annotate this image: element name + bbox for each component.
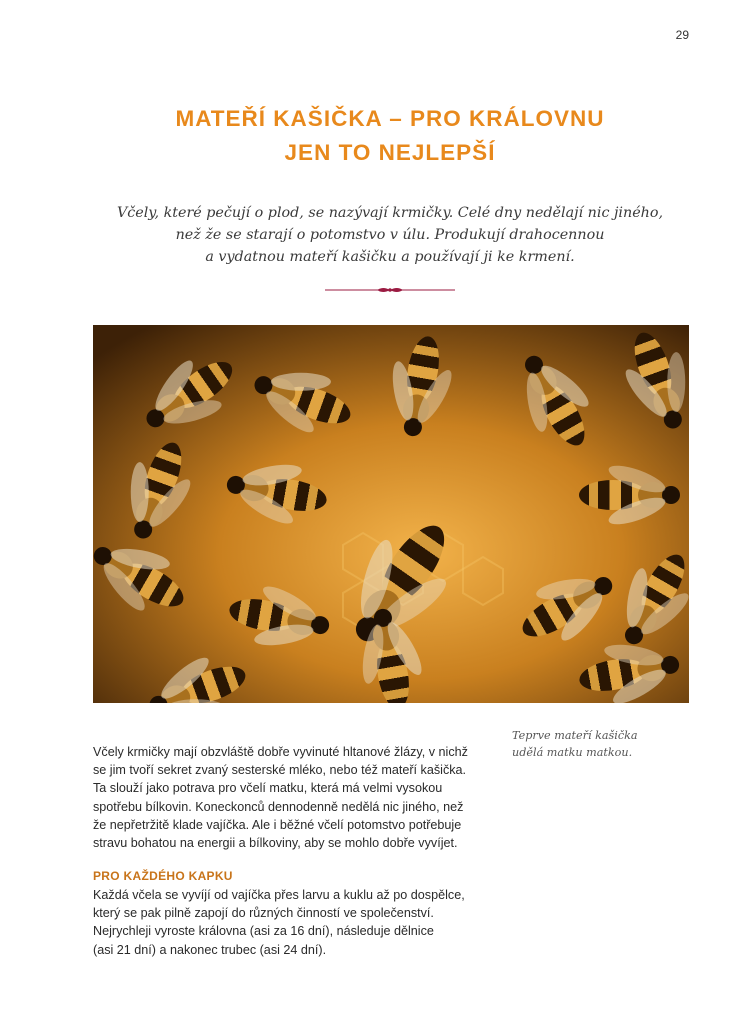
paragraph-line: spotřebu bílkovin. Koneckonců dennodenně nedělá nic jiného, než [93,799,464,814]
title-line-1: MATEŘÍ KAŠIČKA – PRO KRÁLOVNU [175,106,605,131]
paragraph-line: stravu bohatou na energii a bílkoviny, aby se mohlo dobře vyvíjet. [93,836,458,851]
honeybees-on-comb-photo-icon [93,325,689,703]
body-paragraph-2 [93,886,493,959]
intro-line-2: než že se starají o potomstvo v úlu. Produkují drahocennou [175,227,605,243]
page-number: 29 [675,28,689,42]
section-subheading: PRO KAŽDÉHO KAPKU [93,869,233,883]
intro-paragraph [95,202,685,268]
paragraph-line: že nepřetržitě klade vajíčka. Ale i běžné včelí potomstvo potřebuje [93,817,462,832]
paragraph-line: (asi 21 dní) a nakonec trubec (asi 24 dní). [93,942,327,957]
intro-line-3: a vydatnou mateří kašičku a používají ji ke krmení. [205,249,575,265]
page-title [80,102,700,170]
paragraph-line: Včely krmičky mají obzvláště dobře vyvinuté hltanové žlázy, v nichž [93,745,468,759]
ornament-divider [325,284,455,296]
body-paragraph-1 [93,743,493,852]
honeybees-photo [93,325,689,703]
paragraph-line: se jim tvoří sekret zvaný sesterské mléko, nebo též mateří kašička. [93,763,467,778]
paragraph-line: Nejrychleji vyroste královna (asi za 16 dní), následuje dělnice [93,924,434,939]
caption-line-1: Teprve mateří kašička [512,729,638,742]
intro-line-1: Včely, které pečují o plod, se nazývají krmičky. Celé dny nedělají nic jiného, [116,205,664,221]
paragraph-line: Ta slouží jako potrava pro včelí matku, která má velmi vysokou [93,781,443,796]
title-line-2: JEN TO NEJLEPŠÍ [284,140,496,165]
paragraph-line: který se pak pilně zapojí do různých činností ve společenství. [93,906,434,921]
paragraph-line: Každá včela se vyvíjí od vajíčka přes larvu a kuklu až po dospělce, [93,888,465,902]
caption-line-2: udělá matku matkou. [512,746,633,759]
photo-caption [512,727,702,761]
